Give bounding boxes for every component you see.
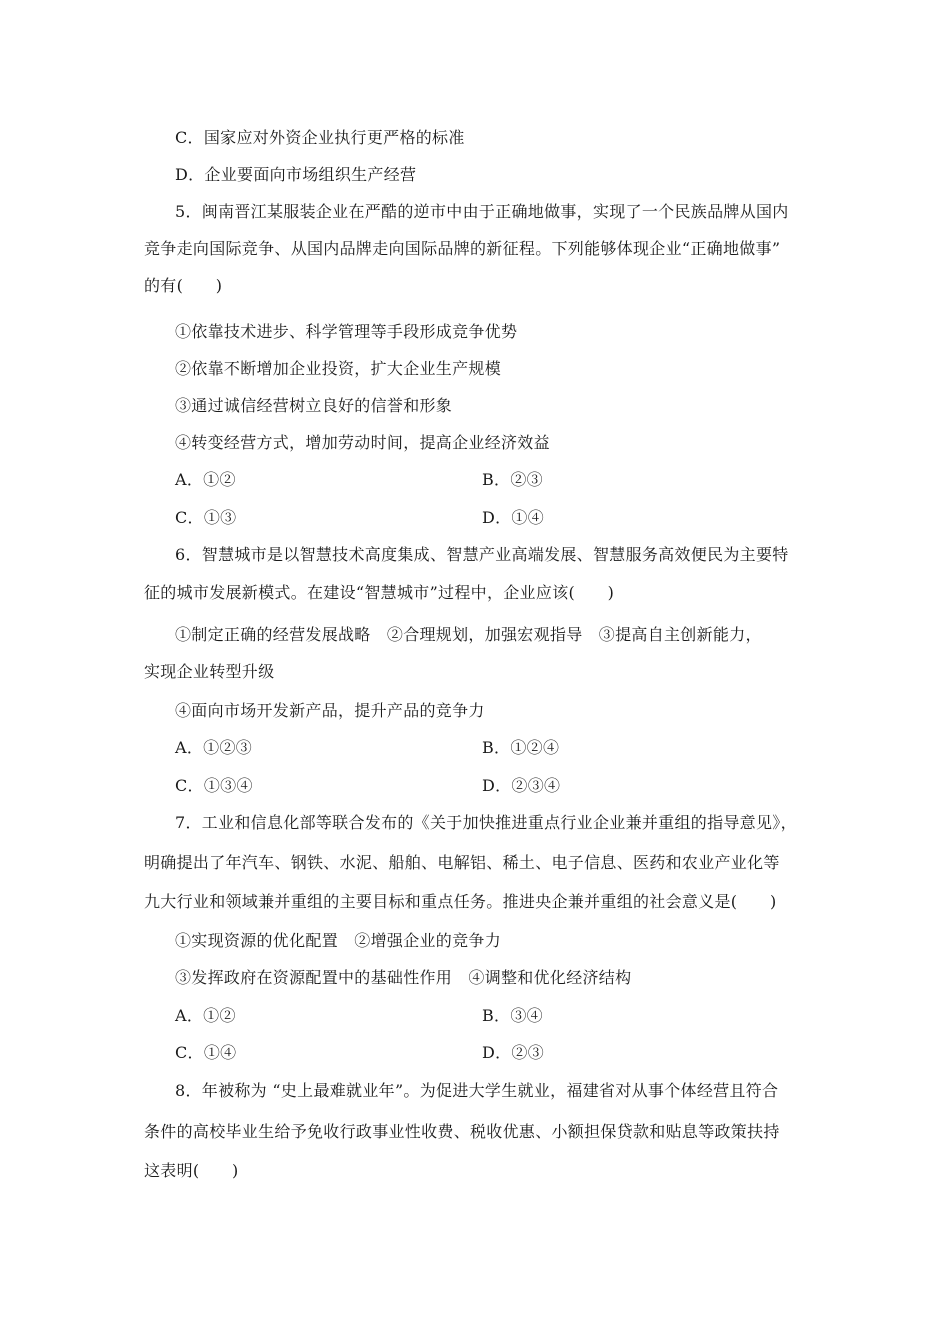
q5-statement-3: ③通过诚信经营树立良好的信誉和形象: [175, 396, 453, 415]
q6-option-d: D．②③④: [482, 776, 561, 795]
q5-stem-line-2: 竞争走向国际竞争、从国内品牌走向国际品牌的新征程。下列能够体现企业“正确地做事”: [144, 239, 781, 258]
q6-stem-line-2: 征的城市发展新模式。在建设“智慧城市”过程中，企业应该( ): [144, 583, 615, 602]
q6-statement-4: ④面向市场开发新产品，提升产品的竞争力: [175, 701, 485, 720]
q5-option-a: A．①②: [175, 470, 236, 489]
q5-option-d: D．①④: [482, 508, 545, 527]
q7-stem-line-1: 7．工业和信息化部等联合发布的《关于加快推进重点行业企业兼并重组的指导意见》，: [175, 813, 797, 832]
q4-option-d: D．企业要面向市场组织生产经营: [175, 165, 417, 184]
q5-stem-line-1: 5．闽南晋江某服装企业在严酷的逆市中由于正确地做事，实现了一个民族品牌从国内: [175, 202, 789, 221]
q7-statements-line-2: ③发挥政府在资源配置中的基础性作用 ④调整和优化经济结构: [175, 968, 632, 987]
q7-option-b: B．③④: [482, 1006, 543, 1025]
q5-option-c: C．①③: [175, 508, 237, 527]
q5-statement-4: ④转变经营方式，增加劳动时间，提高企业经济效益: [175, 433, 550, 452]
q6-statements-line-1: ①制定正确的经营发展战略 ②合理规划，加强宏观指导 ③提高自主创新能力，: [175, 625, 762, 644]
q6-stem-line-1: 6．智慧城市是以智慧技术高度集成、智慧产业高端发展、智慧服务高效便民为主要特: [175, 545, 789, 564]
q5-stem-line-3: 的有( ): [144, 276, 223, 295]
q7-stem-line-2: 明确提出了年汽车、钢铁、水泥、船舶、电解铝、稀土、电子信息、医药和农业产业化等: [144, 853, 780, 872]
q7-option-d: D．②③: [482, 1043, 545, 1062]
q7-option-c: C．①④: [175, 1043, 237, 1062]
q8-stem-line-1: 8．年被称为 “史上最难就业年”。为促进大学生就业，福建省对从事个体经营且符合: [175, 1081, 779, 1100]
q6-statements-line-2: 实现企业转型升级: [144, 662, 275, 681]
q5-statement-2: ②依靠不断增加企业投资，扩大企业生产规模: [175, 359, 502, 378]
q7-statements-line-1: ①实现资源的优化配置 ②增强企业的竞争力: [175, 931, 502, 950]
q5-option-b: B．②③: [482, 470, 543, 489]
q7-stem-line-3: 九大行业和领域兼并重组的主要目标和重点任务。推进央企兼并重组的社会意义是( ): [144, 892, 777, 911]
q7-option-a: A．①②: [175, 1006, 236, 1025]
q8-stem-line-2: 条件的高校毕业生给予免收行政事业性收费、税收优惠、小额担保贷款和贴息等政策扶持: [144, 1122, 780, 1141]
q6-option-b: B．①②④: [482, 738, 560, 757]
q8-stem-line-3: 这表明( ): [144, 1161, 239, 1180]
q6-option-a: A．①②③: [175, 738, 253, 757]
q4-option-c: C．国家应对外资企业执行更严格的标准: [175, 128, 465, 147]
q6-option-c: C．①③④: [175, 776, 253, 795]
q5-statement-1: ①依靠技术进步、科学管理等手段形成竞争优势: [175, 322, 518, 341]
